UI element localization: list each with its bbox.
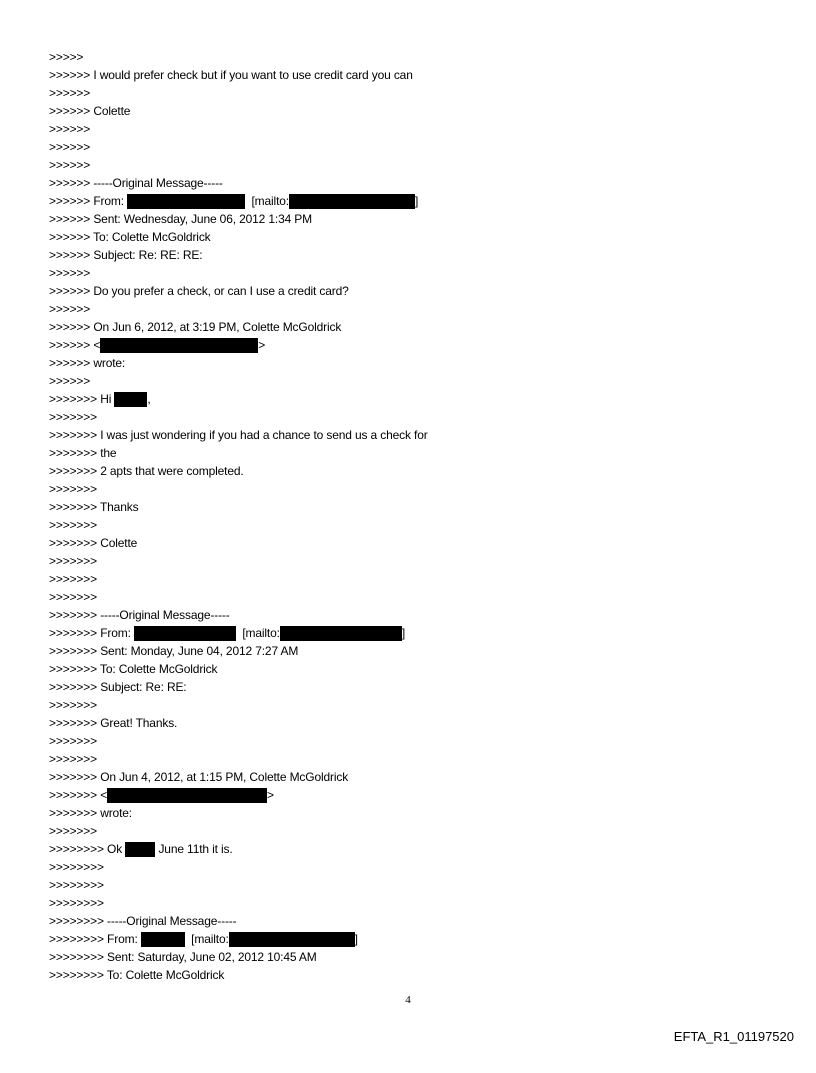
line-text: >>>>>>> Subject: Re: RE: — [49, 680, 187, 694]
line-text: >>>>>> Subject: Re: RE: RE: — [49, 248, 203, 262]
redaction-bar — [289, 194, 415, 209]
redaction-bar — [125, 842, 155, 857]
text-line — [49, 426, 428, 444]
line-text: >>>>>>> Hi — [49, 392, 115, 406]
text-line — [49, 732, 428, 750]
text-line — [49, 480, 428, 498]
line-text: >>>>>>> — [49, 482, 98, 496]
text-line — [49, 210, 428, 228]
line-text: >>>>>> On Jun 6, 2012, at 3:19 PM, Colette McGoldrick — [49, 320, 342, 334]
line-text: [mailto: — [245, 194, 289, 208]
line-text: >>>>>> -----Original Message----- — [49, 176, 223, 190]
line-text: >>>>>>> Great! Thanks. — [49, 716, 178, 730]
redaction-bar — [100, 338, 258, 353]
text-line — [49, 696, 428, 714]
line-text: > — [267, 788, 274, 802]
line-text: >>>>>>> < — [49, 788, 108, 802]
line-text: >>>>>> — [49, 122, 91, 136]
line-text: >>>>>>> To: Colette McGoldrick — [49, 662, 218, 676]
line-text: >>>>>>> — [49, 734, 98, 748]
redaction-bar — [141, 932, 185, 947]
text-line — [49, 498, 428, 516]
text-line — [49, 534, 428, 552]
line-text: >>>>>> To: Colette McGoldrick — [49, 230, 211, 244]
line-text: ] — [414, 194, 419, 208]
text-line — [49, 876, 428, 894]
text-line — [49, 660, 428, 678]
text-line — [49, 714, 428, 732]
text-line — [49, 66, 428, 84]
text-line — [49, 930, 428, 948]
line-text: >>>>>>> wrote: — [49, 806, 132, 820]
line-text: >>>>>>>> — [49, 896, 104, 910]
redaction-bar — [280, 626, 402, 641]
line-text: >>>>>>> — [49, 410, 98, 424]
line-text: >>>>>> Do you prefer a check, or can I use a credit card? — [49, 284, 349, 298]
line-text: , — [147, 392, 151, 406]
line-text: ] — [354, 932, 358, 946]
redaction-bar — [107, 788, 267, 803]
line-text: >>>>>>> — [49, 554, 98, 568]
line-text: >>>>> — [49, 50, 84, 64]
line-text: >>>>>> — [49, 266, 91, 280]
text-line — [49, 750, 428, 768]
line-text: > — [258, 338, 266, 352]
line-text: >>>>>> — [49, 374, 91, 388]
text-line — [49, 102, 428, 120]
text-line — [49, 840, 428, 858]
text-line — [49, 966, 428, 984]
document-id: EFTA_R1_01197520 — [673, 1029, 794, 1044]
line-text: >>>>>>> — [49, 572, 98, 586]
text-line — [49, 768, 428, 786]
line-text: >>>>>>> — [49, 518, 98, 532]
line-text: >>>>>>> — [49, 590, 98, 604]
line-text: [mailto: — [184, 932, 229, 946]
line-text: >>>>>> — [49, 302, 91, 316]
text-line — [49, 354, 428, 372]
line-text: >>>>>>> -----Original Message----- — [49, 608, 230, 622]
text-line — [49, 336, 428, 354]
text-line — [49, 462, 428, 480]
text-line — [49, 246, 428, 264]
text-line — [49, 264, 428, 282]
line-text: >>>>>> Colette — [49, 104, 131, 118]
redaction-bar — [229, 932, 355, 947]
text-line — [49, 804, 428, 822]
line-text: >>>>>>> I was just wondering if you had a chance to send us a check for — [49, 428, 428, 442]
text-line — [49, 282, 428, 300]
line-text: >>>>>>>> Ok — [49, 842, 126, 856]
line-text: >>>>>> From: — [49, 194, 128, 208]
text-line — [49, 444, 428, 462]
line-text: [mailto: — [235, 626, 280, 640]
text-line — [49, 624, 428, 642]
line-text: >>>>>>> — [49, 698, 98, 712]
text-line — [49, 678, 428, 696]
line-text: >>>>>>>> Sent: Saturday, June 02, 2012 10:45 AM — [49, 950, 317, 964]
email-thread-body — [49, 48, 428, 984]
line-text: ] — [401, 626, 405, 640]
line-text: >>>>>> — [49, 158, 91, 172]
text-line — [49, 516, 428, 534]
text-line — [49, 372, 428, 390]
text-line — [49, 606, 428, 624]
text-line — [49, 228, 428, 246]
redaction-bar — [134, 626, 236, 641]
text-line — [49, 894, 428, 912]
text-line — [49, 48, 428, 66]
line-text: >>>>>> — [49, 140, 91, 154]
line-text: >>>>>>> Thanks — [49, 500, 139, 514]
text-line — [49, 552, 428, 570]
text-line — [49, 120, 428, 138]
text-line — [49, 318, 428, 336]
line-text: >>>>>>> Sent: Monday, June 04, 2012 7:27 AM — [49, 644, 299, 658]
text-line — [49, 948, 428, 966]
line-text: >>>>>>> 2 apts that were completed. — [49, 464, 244, 478]
line-text: >>>>>>>> — [49, 860, 104, 874]
text-line — [49, 408, 428, 426]
text-line — [49, 138, 428, 156]
line-text: >>>>>> — [49, 86, 91, 100]
text-line — [49, 84, 428, 102]
line-text: >>>>>>> From: — [49, 626, 134, 640]
line-text: >>>>>>> the — [49, 446, 117, 460]
line-text: >>>>>>>> -----Original Message----- — [49, 914, 237, 928]
text-line — [49, 822, 428, 840]
line-text: June 11th it is. — [155, 842, 233, 856]
line-text: >>>>>> wrote: — [49, 356, 126, 370]
text-line — [49, 912, 428, 930]
text-line — [49, 192, 428, 210]
line-text: >>>>>>>> From: — [49, 932, 141, 946]
line-text: >>>>>> < — [49, 338, 101, 352]
text-line — [49, 300, 428, 318]
line-text: >>>>>>> — [49, 824, 98, 838]
text-line — [49, 156, 428, 174]
line-text: >>>>>> Sent: Wednesday, June 06, 2012 1:34 PM — [49, 212, 313, 226]
line-text: >>>>>>>> To: Colette McGoldrick — [49, 968, 225, 982]
line-text: >>>>>> I would prefer check but if you want to use credit card you can — [49, 68, 413, 82]
line-text: >>>>>>> — [49, 752, 98, 766]
line-text: >>>>>>>> — [49, 878, 104, 892]
text-line — [49, 174, 428, 192]
page-number: 4 — [405, 994, 411, 1006]
redaction-bar — [114, 392, 147, 407]
text-line — [49, 786, 428, 804]
text-line — [49, 570, 428, 588]
redaction-bar — [127, 194, 245, 209]
line-text: >>>>>>> Colette — [49, 536, 138, 550]
text-line — [49, 642, 428, 660]
text-line — [49, 588, 428, 606]
text-line — [49, 858, 428, 876]
text-line — [49, 390, 428, 408]
line-text: >>>>>>> On Jun 4, 2012, at 1:15 PM, Colette McGoldrick — [49, 770, 349, 784]
